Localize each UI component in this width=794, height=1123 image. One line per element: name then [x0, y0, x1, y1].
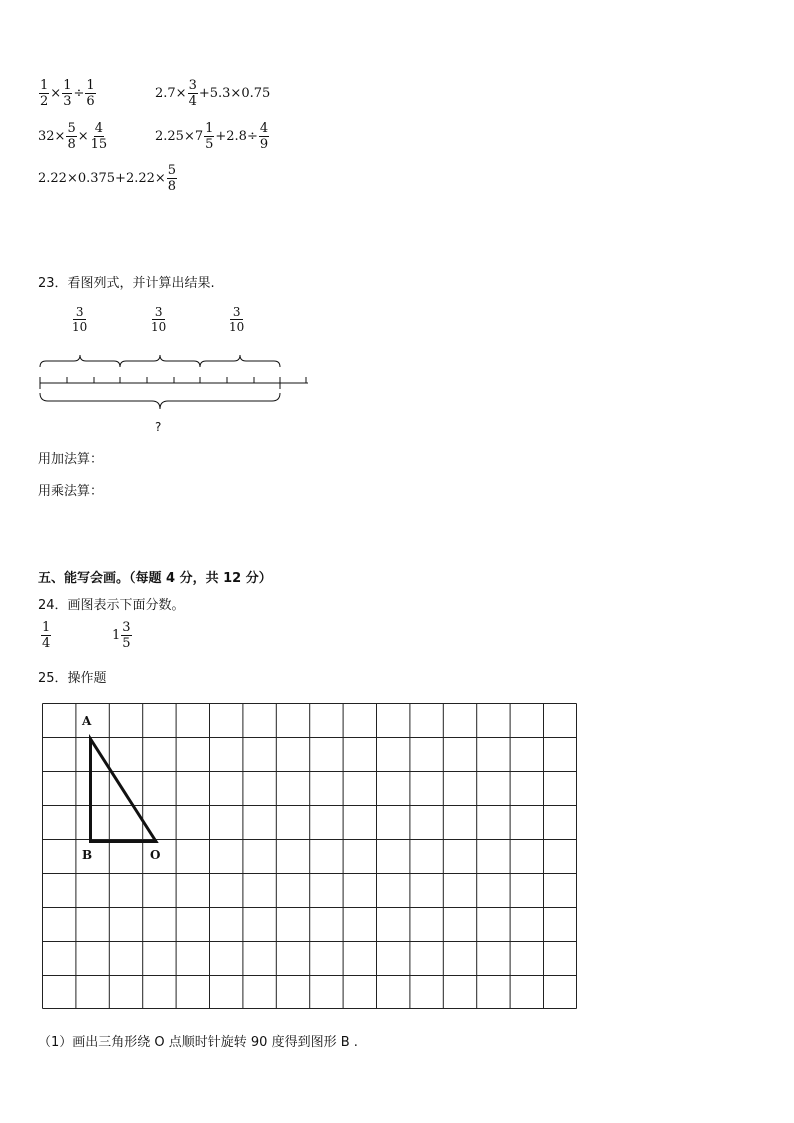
section-5-title: 五、能写会画。（每题 4 分，共 12 分） — [38, 571, 272, 586]
fraction: $\frac{5}{8}$ — [167, 163, 177, 194]
grid-lines — [43, 704, 577, 1009]
expression-4: 2.25×7 $\frac{1}{5}$ +2.8÷ $\frac{4}{9}$ — [155, 121, 269, 152]
q24-fraction-2: 1 $\frac{3}{5}$ — [112, 620, 131, 651]
addition-prompt: 用加法算： — [38, 452, 104, 467]
expression-1: $\frac{1}{2}$ × $\frac{1}{3}$ ÷ $\frac{1}{6}$ — [40, 78, 95, 109]
fraction: $\frac{1}{2}$ — [40, 78, 49, 109]
q24-fraction-1: $\frac{1}{4}$ — [42, 620, 51, 651]
expression-3: 32× $\frac{5}{8}$ × $\frac{4}{15}$ — [38, 121, 108, 152]
bottom-brace — [40, 393, 280, 409]
fraction: $\frac{1}{3}$ — [63, 78, 72, 109]
fraction: $\frac{1}{6}$ — [86, 78, 95, 109]
question-mark: ? — [155, 420, 162, 434]
fraction: $\frac{4}{15}$ — [90, 121, 108, 152]
fraction: $\frac{1}{5}$ — [205, 121, 214, 152]
segment-label-1: 3 10 — [72, 305, 88, 334]
q25-instruction: （1）画出三角形绕 O 点顺时针旋转 90 度得到图形 B . — [38, 1035, 358, 1050]
segment-label-2: 3 10 — [151, 305, 167, 334]
top-brace-3 — [200, 355, 280, 367]
point-a-label: A — [82, 714, 92, 728]
square-grid — [42, 703, 578, 1009]
multiplication-prompt: 用乘法算： — [38, 484, 104, 499]
q24-title: 24．画图表示下面分数。 — [38, 598, 185, 613]
point-o-label: O — [150, 848, 161, 862]
q23-title: 23．看图列式，并计算出结果. — [38, 276, 215, 291]
expression-5: 2.22×0.375+2.22× $\frac{5}{8}$ — [38, 163, 177, 194]
q25-title: 25．操作题 — [38, 671, 107, 686]
expression-2: 2.7× $\frac{3}{4}$ +5.3×0.75 — [155, 78, 271, 109]
top-brace-1 — [40, 355, 120, 367]
triangle-abo — [91, 739, 157, 842]
fraction: $\frac{5}{8}$ — [67, 121, 76, 152]
segment-label-3: 3 10 — [229, 305, 245, 334]
fraction: $\frac{3}{4}$ — [188, 78, 197, 109]
fraction: $\frac{4}{9}$ — [259, 121, 269, 152]
number-line-diagram — [30, 345, 320, 425]
point-b-label: B — [82, 848, 93, 862]
top-brace-2 — [120, 355, 200, 367]
